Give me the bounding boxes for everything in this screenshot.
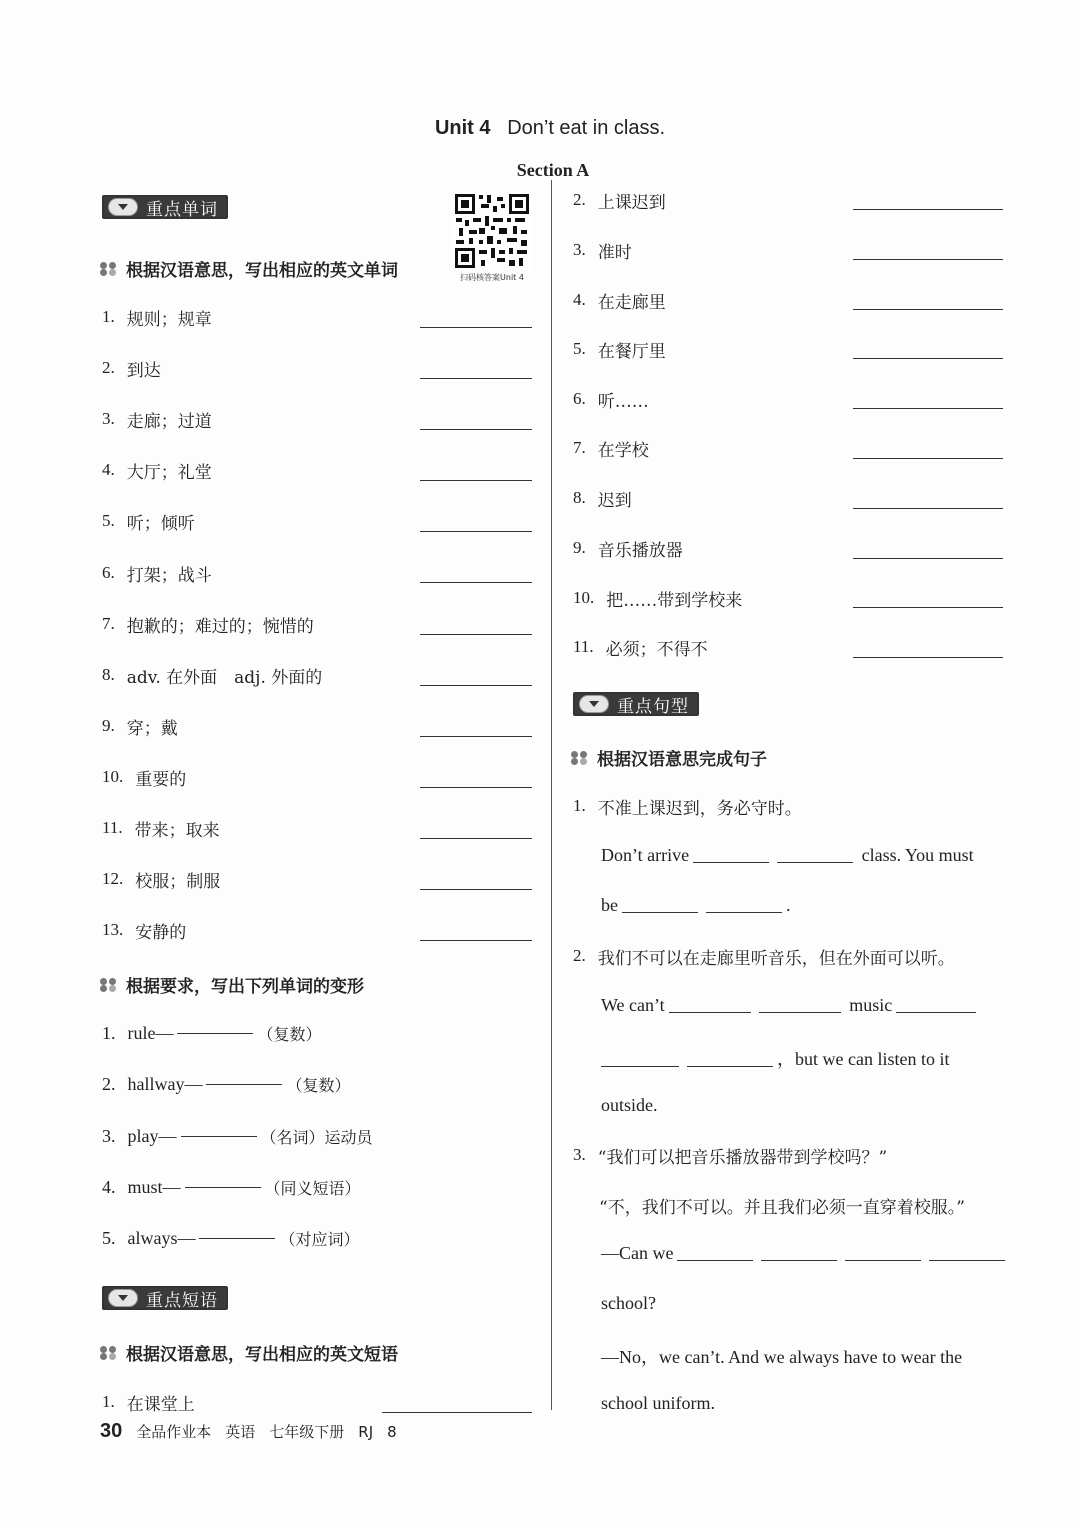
bullet-icon	[100, 978, 118, 992]
question-prompt: 3. “我们可以把音乐播放器带到学校吗？”	[573, 1145, 888, 1168]
list-item: 8. 迟到	[573, 488, 632, 511]
list-item: 9. 穿；戴	[102, 716, 178, 739]
list-item: 4. must— （同义短语）	[102, 1176, 361, 1198]
answer-line: ，but we can listen to it	[601, 1045, 949, 1071]
bullet-icon	[100, 1346, 118, 1360]
list-item: 5. 在餐厅里	[573, 339, 666, 362]
answer-blank[interactable]	[420, 685, 532, 686]
list-item: 2. 上课迟到	[573, 190, 666, 213]
heading-text: 根据汉语意思，写出相应的英文单词	[126, 261, 398, 281]
page-number: 30	[100, 1420, 123, 1442]
answer-blank[interactable]	[759, 1012, 841, 1013]
list-item: 1. 规则；规章	[102, 307, 212, 330]
section-title: Section A	[516, 160, 590, 180]
exercise-heading	[100, 972, 364, 997]
section-badge-phrases	[102, 1286, 228, 1310]
list-item: 3. 准时	[573, 240, 632, 263]
badge-label: 重点句型	[617, 696, 689, 717]
answer-blank[interactable]	[853, 408, 1003, 409]
answer-blank[interactable]	[853, 657, 1003, 658]
list-item: 10. 把……带到学校来	[573, 588, 743, 611]
answer-blank[interactable]	[420, 327, 532, 328]
list-item: 7. 在学校	[573, 438, 649, 461]
answer-blank[interactable]	[853, 358, 1003, 359]
answer-blank[interactable]	[420, 429, 532, 430]
answer-line: —No，we can’t. And we always have to wear the	[601, 1347, 963, 1367]
list-item: 1. rule— （复数）	[102, 1022, 322, 1044]
list-item: 4. 大厅；礼堂	[102, 460, 212, 483]
unit-title	[0, 117, 1080, 140]
unit-title-text: Don’t eat in class.	[507, 117, 666, 139]
list-item: 11. 必须；不得不	[573, 637, 708, 660]
badge-label: 重点短语	[146, 1290, 218, 1311]
answer-blank[interactable]	[853, 209, 1003, 210]
list-item: 12. 校服；制服	[102, 869, 221, 892]
answer-line: be .	[601, 895, 791, 915]
list-item: 4. 在走廊里	[573, 290, 666, 313]
answer-line: school?	[601, 1293, 656, 1313]
answer-blank[interactable]	[420, 889, 532, 890]
list-item: 7. 抱歉的；难过的；惋惜的	[102, 614, 314, 637]
list-item: 13. 安静的	[102, 920, 187, 943]
answer-blank[interactable]	[669, 1012, 751, 1013]
answer-blank[interactable]	[382, 1412, 532, 1413]
chevron-down-icon	[108, 198, 138, 216]
answer-line: —Can we	[601, 1243, 1009, 1264]
list-item: 11. 带来；取来	[102, 818, 220, 841]
answer-blank[interactable]	[853, 458, 1003, 459]
chevron-down-icon	[108, 1289, 138, 1307]
list-item: 2. 到达	[102, 358, 161, 381]
answer-line: Don’t arrive class. You must	[601, 845, 974, 865]
exercise-heading	[100, 1340, 398, 1365]
list-item: 9. 音乐播放器	[573, 538, 683, 561]
question-prompt: 2. 我们不可以在走廊里听音乐，但在外面可以听。	[573, 946, 955, 969]
answer-blank[interactable]	[896, 1012, 976, 1013]
answer-blank[interactable]	[420, 787, 532, 788]
answer-blank[interactable]	[693, 862, 769, 863]
answer-blank[interactable]	[677, 1260, 753, 1261]
heading-text: 根据汉语意思完成句子	[597, 750, 767, 770]
list-item: 5. 听；倾听	[102, 511, 195, 534]
answer-blank[interactable]	[420, 531, 532, 532]
page-footer	[100, 1420, 397, 1443]
answer-blank[interactable]	[420, 582, 532, 583]
chevron-down-icon	[579, 695, 609, 713]
list-item: 3. play— （名词）运动员	[102, 1125, 373, 1147]
answer-blank[interactable]	[420, 940, 532, 941]
list-item: 5. always— （对应词）	[102, 1227, 360, 1249]
list-item: 10. 重要的	[102, 767, 187, 790]
section-badge-sentences	[573, 692, 699, 716]
question-prompt: 1. 不准上课迟到，务必守时。	[573, 796, 802, 819]
edition: RJ	[358, 1422, 374, 1441]
answer-blank[interactable]	[687, 1066, 773, 1067]
answer-line: outside.	[601, 1095, 658, 1115]
unit-label: Unit 4	[434, 117, 491, 139]
answer-blank[interactable]	[845, 1260, 921, 1261]
answer-blank[interactable]	[177, 1033, 253, 1034]
list-item: 1. 在课堂上	[102, 1392, 195, 1415]
answer-blank[interactable]	[706, 912, 782, 913]
list-item: 6. 听……	[573, 389, 649, 412]
question-prompt: “不，我们不可以。并且我们必须一直穿着校服。”	[599, 1197, 965, 1218]
subject: 英语	[225, 1423, 256, 1441]
answer-blank[interactable]	[199, 1238, 275, 1239]
answer-blank[interactable]	[420, 736, 532, 737]
answer-blank[interactable]	[853, 309, 1003, 310]
bullet-icon	[100, 262, 118, 276]
answer-blank[interactable]	[777, 862, 853, 863]
answer-blank[interactable]	[761, 1260, 837, 1261]
section-badge-words	[102, 195, 228, 219]
footer-num: 8	[387, 1422, 397, 1441]
bullet-icon	[571, 751, 589, 765]
exercise-heading	[571, 745, 767, 770]
answer-line: school uniform.	[601, 1393, 715, 1413]
answer-blank[interactable]	[420, 480, 532, 481]
list-item: 6. 打架；战斗	[102, 563, 212, 586]
list-item: 3. 走廊；过道	[102, 409, 212, 432]
column-divider	[551, 180, 552, 1410]
answer-blank[interactable]	[853, 508, 1003, 509]
heading-text: 根据要求，写出下列单词的变形	[126, 977, 364, 997]
answer-blank[interactable]	[206, 1084, 282, 1085]
answer-blank[interactable]	[601, 1066, 679, 1067]
grade: 七年级下册	[269, 1423, 345, 1441]
answer-blank[interactable]	[853, 259, 1003, 260]
book-name: 全品作业本	[136, 1423, 212, 1441]
answer-blank[interactable]	[420, 378, 532, 379]
answer-blank[interactable]	[420, 634, 532, 635]
answer-blank[interactable]	[185, 1187, 261, 1188]
list-item: 8. adv. 在外面 adj. 外面的	[102, 665, 323, 688]
heading-text: 根据汉语意思，写出相应的英文短语	[126, 1345, 398, 1365]
answer-blank[interactable]	[853, 607, 1003, 608]
list-item: 2. hallway— （复数）	[102, 1073, 351, 1095]
answer-blank[interactable]	[622, 912, 698, 913]
qr-code[interactable]	[453, 192, 531, 270]
answer-blank[interactable]	[181, 1136, 257, 1137]
exercise-heading	[100, 256, 398, 281]
answer-blank[interactable]	[929, 1260, 1005, 1261]
answer-blank[interactable]	[853, 558, 1003, 559]
answer-blank[interactable]	[420, 838, 532, 839]
answer-line: We can’t music	[601, 995, 980, 1016]
badge-label: 重点单词	[146, 199, 218, 220]
qr-caption: 扫码核答案Unit 4	[460, 273, 524, 282]
